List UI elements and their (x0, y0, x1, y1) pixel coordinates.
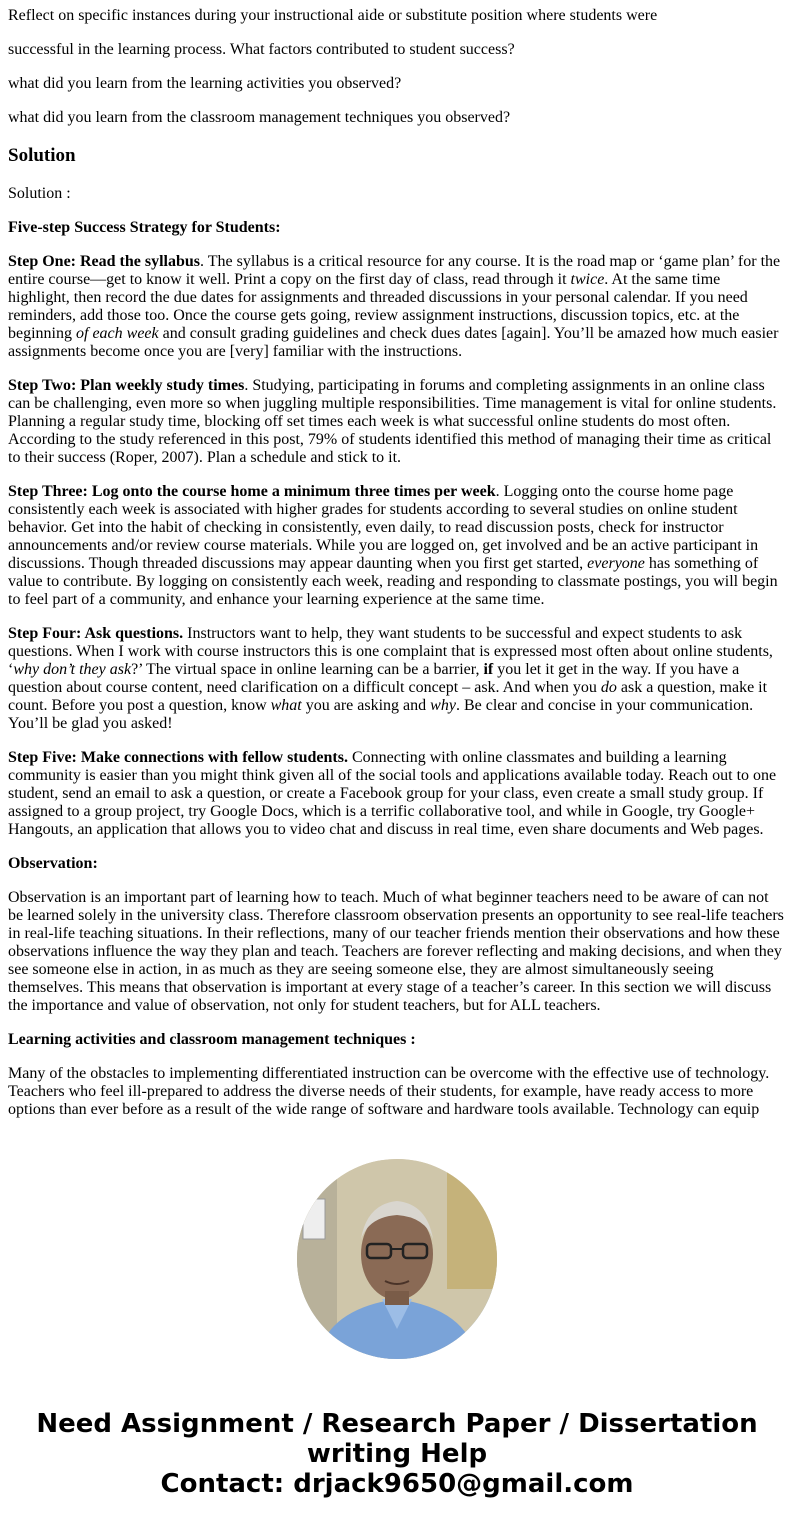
solution-label: Solution : (8, 185, 71, 202)
step-four-bold: if (483, 661, 494, 678)
step-four-title: Step Four: Ask questions. (8, 625, 184, 642)
step-five-text: Connecting with online classmates and building a learning community is easier than you might think given all of the social tools and applications available today. Reach out to one student, send an email to ask a question, or create a Facebook group for your class, even create a small study group. If assigned to a group project, try Google Docs, which is a terrific collaborative tool, and while in Google, try Google+ Hangouts, an application that allows you to video chat and discuss in real time, even share documents and Web pages. (8, 749, 777, 838)
strategy-heading (8, 219, 786, 237)
step-two-text: . Studying, participating in forums and completing assignments in an online class can be challenging, even more so when juggling multiple responsibilities. Time management is vital for online students. Planning a regular study time, blocking off set times each week is what successful online students do most often. According to the study referenced in this post, 79% of students identified this method of managing their time as critical to their success (Roper, 2007). Plan a schedule and stick to it. (8, 377, 777, 466)
solution-heading: Solution (8, 145, 76, 166)
step-one-text: and consult grading guidelines and check dues dates [again]. You’ll be amazed how much easier assignments become once you are [very] familiar with the instructions. (8, 325, 779, 360)
step-one-emphasis: twice (570, 271, 605, 288)
step-four-text: you are asking and (301, 697, 431, 714)
step-three-text: has something of value to contribute. By logging on consistently each week, reading and responding to classmate postings, you will begin to feel part of a community, and enhance your learning experience at the same time. (8, 555, 778, 608)
step-one-text: . At the same time highlight, then record the due dates for assignments and threaded discussions in your personal calendar. If you need reminders, add those too. Once the course gets going, review assignment instructions, discussion topics, etc. at the beginning (8, 271, 748, 342)
observation-heading (8, 855, 786, 873)
step-two-paragraph (8, 377, 786, 467)
step-four-text: ?’ The virtual space in online learning can be a barrier, (131, 661, 484, 678)
question-line-1: Reflect on specific instances during your instructional aide or substitute position where students were (8, 7, 658, 24)
step-one-paragraph (8, 253, 786, 361)
author-avatar (297, 1159, 497, 1359)
step-three-text: . Logging onto the course home page consistently each week is associated with higher grades for students according to several studies on online student behavior. Get into the habit of checking in consistently, even daily, to read discussion posts, check for instructor announcements and/or review course materials. While you are logged on, get involved and be an active participant in discussions. Though threaded discussions may appear daunting when you first get started, (8, 483, 759, 572)
step-four-emphasis: what (270, 697, 302, 714)
question-line-2: successful in the learning process. What factors contributed to student success? (8, 41, 515, 58)
step-four-emphasis: why (430, 697, 456, 714)
step-four-paragraph (8, 625, 786, 733)
step-four-text: you let it get in the way. If you have a question about course content, need clarification on a difficult concept – ask. And when you (8, 661, 740, 696)
step-one-text: . The syllabus is a critical resource for any course. It is the road map or ‘game plan’ for the entire course—get to know it well. Print a copy on the first day of class, read through it (8, 253, 781, 288)
observation-heading-text: Observation: (8, 855, 98, 872)
author-avatar-wrap (0, 1159, 794, 1359)
promo-banner (0, 1409, 794, 1499)
learning-heading-text: Learning activities and classroom management techniques : (8, 1031, 416, 1048)
step-one-emphasis: of each week (76, 325, 159, 342)
step-four-text: ask a question, make it count. Before you post a question, know (8, 679, 768, 714)
portrait-image (297, 1159, 497, 1359)
step-three-emphasis: everyone (587, 555, 645, 572)
promo-line-1: Need Assignment / Research Paper / Dissertation writing Help (36, 1409, 758, 1469)
step-two-title: Step Two: Plan weekly study times (8, 377, 245, 394)
step-five-paragraph (8, 749, 786, 839)
step-three-paragraph (8, 483, 786, 609)
observation-paragraph: Observation is an important part of learning how to teach. Much of what beginner teachers need to be aware of can not be learned solely in the university class. Therefore classroom observation presents an opportunity to see real-life teachers in real-life teaching situations. In their reflections, many of our teacher friends mention their observations and how these observations influence the way they plan and teach. Teachers are forever reflecting and making decisions, and when they see someone else in action, in as much as they are seeing someone else, they are almost simultaneously seeing themselves. This means that observation is important at every stage of a teacher’s career. In this section we will discuss the importance and value of observation, not only for student teachers, but for ALL teachers. (8, 889, 784, 1014)
step-four-emphasis: do (600, 679, 617, 696)
document-page (0, 7, 794, 1119)
question-line-3: what did you learn from the learning activities you observed? (8, 75, 402, 92)
question-line-4: what did you learn from the classroom management techniques you observed? (8, 109, 511, 126)
step-one-title: Step One: Read the syllabus (8, 253, 201, 270)
step-four-text: Instructors want to help, they want students to be successful and expect students to ask questions. When I work with course instructors this is one complaint that is expressed most often about online students, ‘ (8, 625, 773, 678)
step-four-emphasis: why don’t they ask (13, 661, 132, 678)
step-five-title: Step Five: Make connections with fellow students. (8, 749, 348, 766)
learning-paragraph: Many of the obstacles to implementing differentiated instruction can be overcome with the effective use of technology. Teachers who feel ill-prepared to address the diverse needs of their students, for example, have ready access to more options than ever before as a result of the wide range of software and hardware tools available. Technology can equip (8, 1065, 770, 1118)
step-four-text: . Be clear and concise in your communication. You’ll be glad you asked! (8, 697, 754, 732)
strategy-heading-text: Five-step Success Strategy for Students: (8, 219, 281, 236)
learning-heading (8, 1031, 786, 1049)
step-three-title: Step Three: Log onto the course home a minimum three times per week (8, 483, 496, 500)
promo-contact: Contact: drjack9650@gmail.com (160, 1469, 634, 1499)
